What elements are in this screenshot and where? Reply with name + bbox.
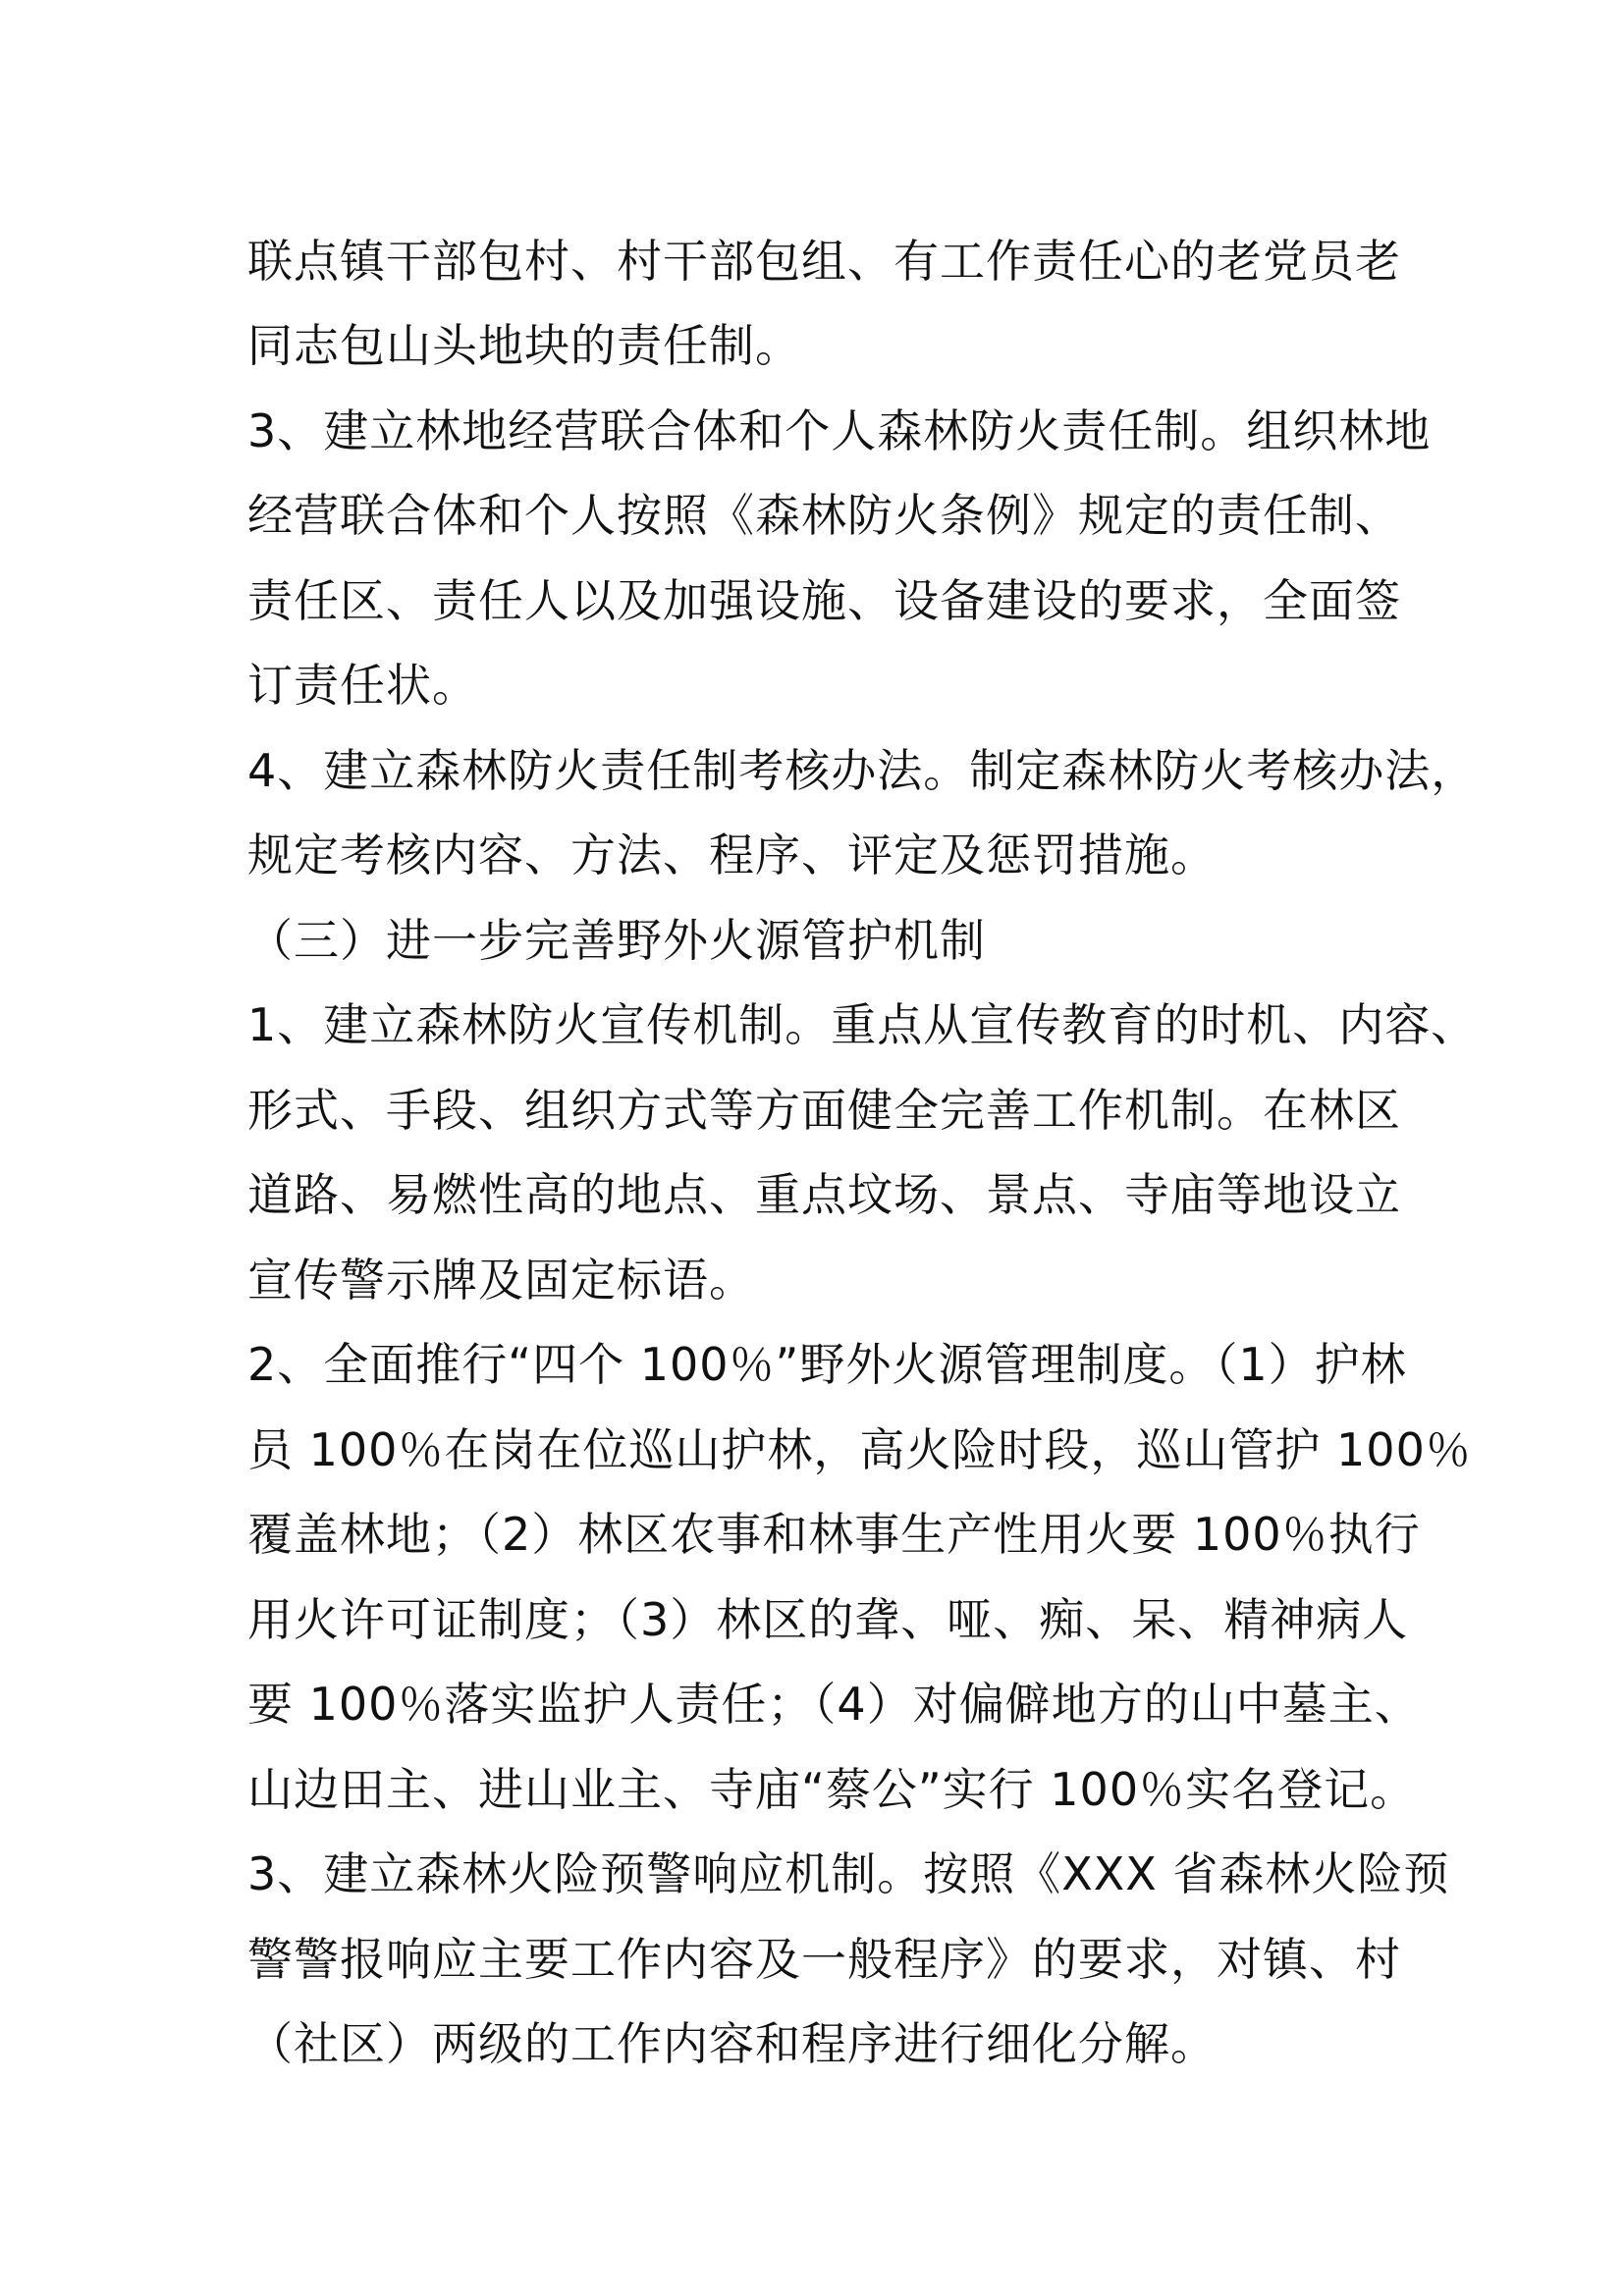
text-line: 4、建立森林防火责任制考核办法。制定森林防火考核办法， <box>247 744 1478 797</box>
text-line: （社区）两级的工作内容和程序进行细化分解。 <box>247 2017 1217 2070</box>
text-line: 警警报响应主要工作内容及一般程序》的要求，对镇、村 <box>247 1933 1401 1986</box>
text-line: 2、全面推行“四个 100％”野外火源管理制度。（1）护林 <box>247 1338 1407 1391</box>
section-heading: （三）进一步完善野外火源管护机制 <box>247 914 986 967</box>
text-line: 订责任状。 <box>247 659 478 712</box>
text-line: 宣传警示牌及固定标语。 <box>247 1254 755 1307</box>
text-line: 要 100％落实监护人责任；（4）对偏僻地方的山中墓主、 <box>247 1678 1421 1731</box>
text-line: 山边田主、进山业主、寺庙“蔡公”实行 100％实名登记。 <box>247 1763 1417 1816</box>
text-line: 形式、手段、组织方式等方面健全完善工作机制。在林区 <box>247 1084 1401 1137</box>
text-line: 3、建立森林火险预警响应机制。按照《XXX 省森林火险预 <box>247 1847 1450 1900</box>
text-line: 责任区、责任人以及加强设施、设备建设的要求，全面签 <box>247 574 1401 627</box>
text-line: 1、建立森林防火宣传机制。重点从宣传教育的时机、内容、 <box>247 998 1478 1051</box>
text-line: 覆盖林地；（2）林区农事和林事生产性用火要 100％执行 <box>247 1508 1421 1561</box>
text-line: 同志包山头地块的责任制。 <box>247 319 801 372</box>
text-line: 经营联合体和个人按照《森林防火条例》规定的责任制、 <box>247 489 1401 542</box>
text-line: 员 100％在岗在位巡山护林，高火险时段，巡山管护 100％ <box>247 1423 1472 1476</box>
text-line: 联点镇干部包村、村干部包组、有工作责任心的老党员老 <box>247 235 1401 288</box>
text-line: 规定考核内容、方法、程序、评定及惩罚措施。 <box>247 828 1217 881</box>
text-line: 用火许可证制度；（3）林区的聋、哑、痴、呆、精神病人 <box>247 1593 1409 1646</box>
text-line: 道路、易燃性高的地点、重点坟场、景点、寺庙等地设立 <box>247 1168 1401 1221</box>
text-line: 3、建立林地经营联合体和个人森林防火责任制。组织林地 <box>247 404 1432 457</box>
